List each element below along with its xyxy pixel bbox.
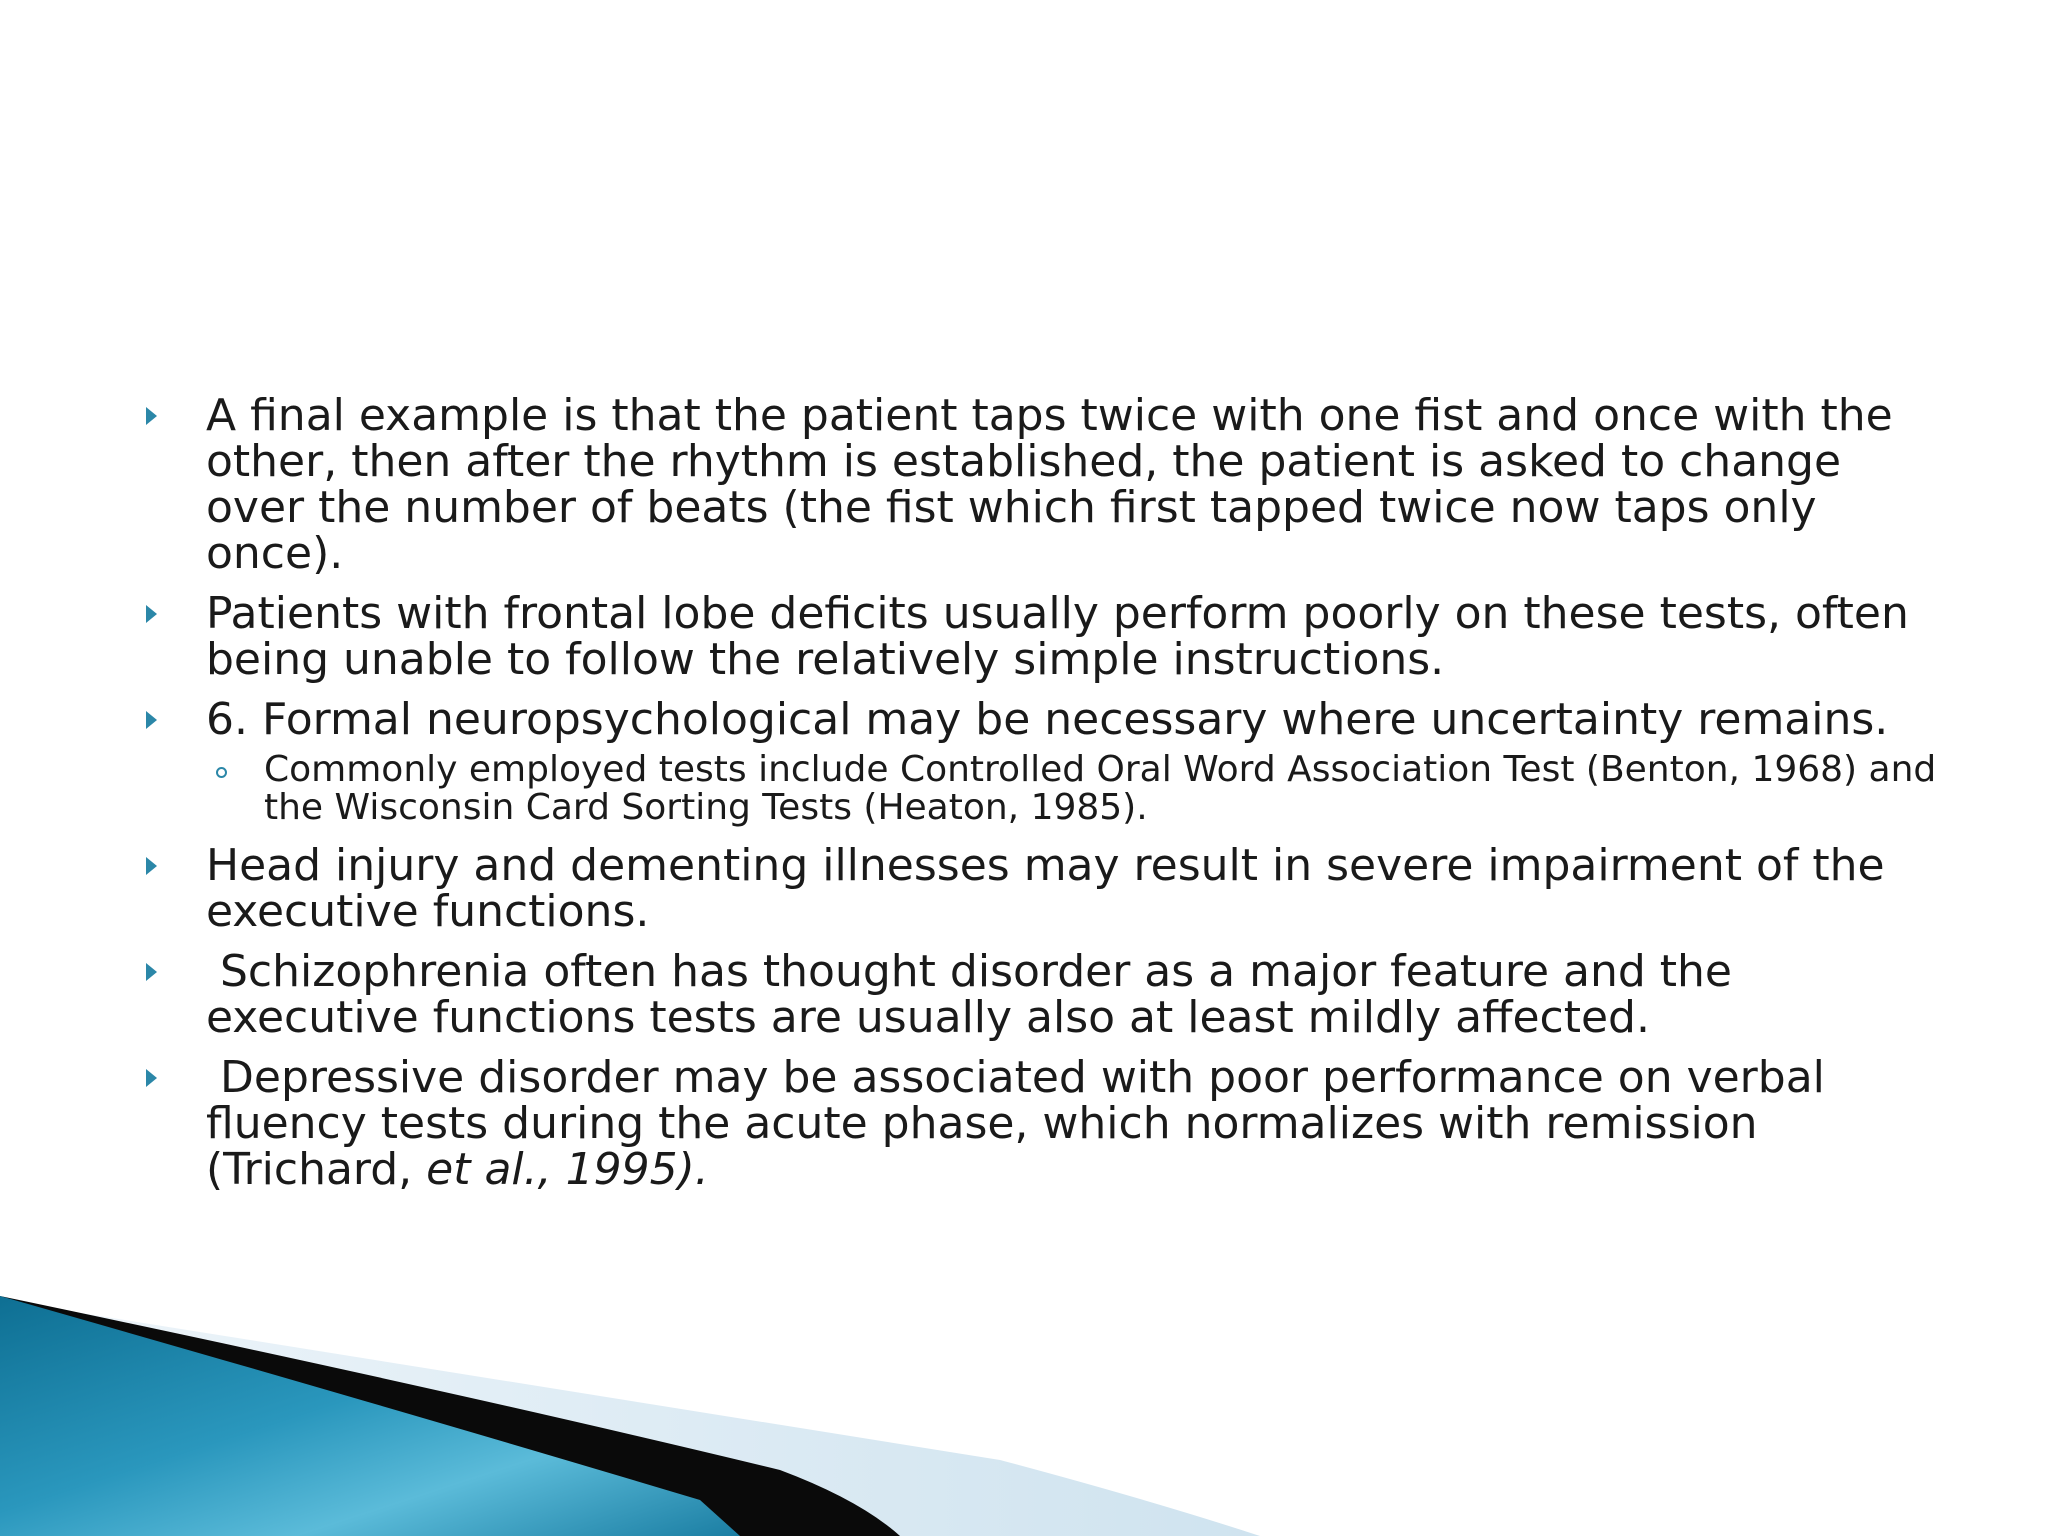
citation-italic: et al., 1995). bbox=[426, 1144, 709, 1195]
bullet-item bbox=[146, 694, 1946, 745]
triangle-bullet-icon bbox=[146, 605, 157, 623]
bullet-text: Depressive disorder may be associated with poor performance on verbal fluency tests during the acute phase, which normalizes with remission (Trichard, bbox=[206, 1052, 1839, 1195]
bullet-item bbox=[146, 840, 1946, 937]
triangle-bullet-icon bbox=[146, 963, 157, 981]
bullet-item bbox=[146, 946, 1946, 1043]
bullet-text: Schizophrenia often has thought disorder as a major feature and the executive functions tests are usually also at least mildly affected. bbox=[206, 946, 1746, 1043]
bullet-text: 6. Formal neuropsychological may be necessary where uncertainty remains. bbox=[206, 694, 1889, 745]
sub-bullet-item bbox=[146, 751, 1946, 827]
bullet-text: Patients with frontal lobe deficits usually perform poorly on these tests, often being unable to follow the relatively simple instructions. bbox=[206, 588, 1909, 685]
triangle-bullet-icon bbox=[146, 711, 157, 729]
circle-bullet-icon bbox=[216, 767, 227, 778]
bullet-text: Head injury and dementing illnesses may result in severe impairment of the executive functions. bbox=[206, 840, 1885, 937]
bullet-text: A final example is that the patient taps twice with one fist and once with the other, then after the rhythm is established, the patient is asked to change over the number of beats (the fist which first tapped twice now taps only once). bbox=[206, 390, 1893, 579]
triangle-bullet-icon bbox=[146, 1069, 157, 1087]
bullet-item bbox=[146, 390, 1946, 579]
bullet-list bbox=[146, 390, 1946, 1207]
bullet-item bbox=[146, 588, 1946, 685]
triangle-bullet-icon bbox=[146, 407, 157, 425]
bullet-item bbox=[146, 1052, 1946, 1195]
sub-bullet-text: Commonly employed tests include Controlled Oral Word Association Test (Benton, 1968) and the Wisconsin Card Sorting Tests (Heaton, 1985). bbox=[264, 749, 1937, 828]
triangle-bullet-icon bbox=[146, 857, 157, 875]
